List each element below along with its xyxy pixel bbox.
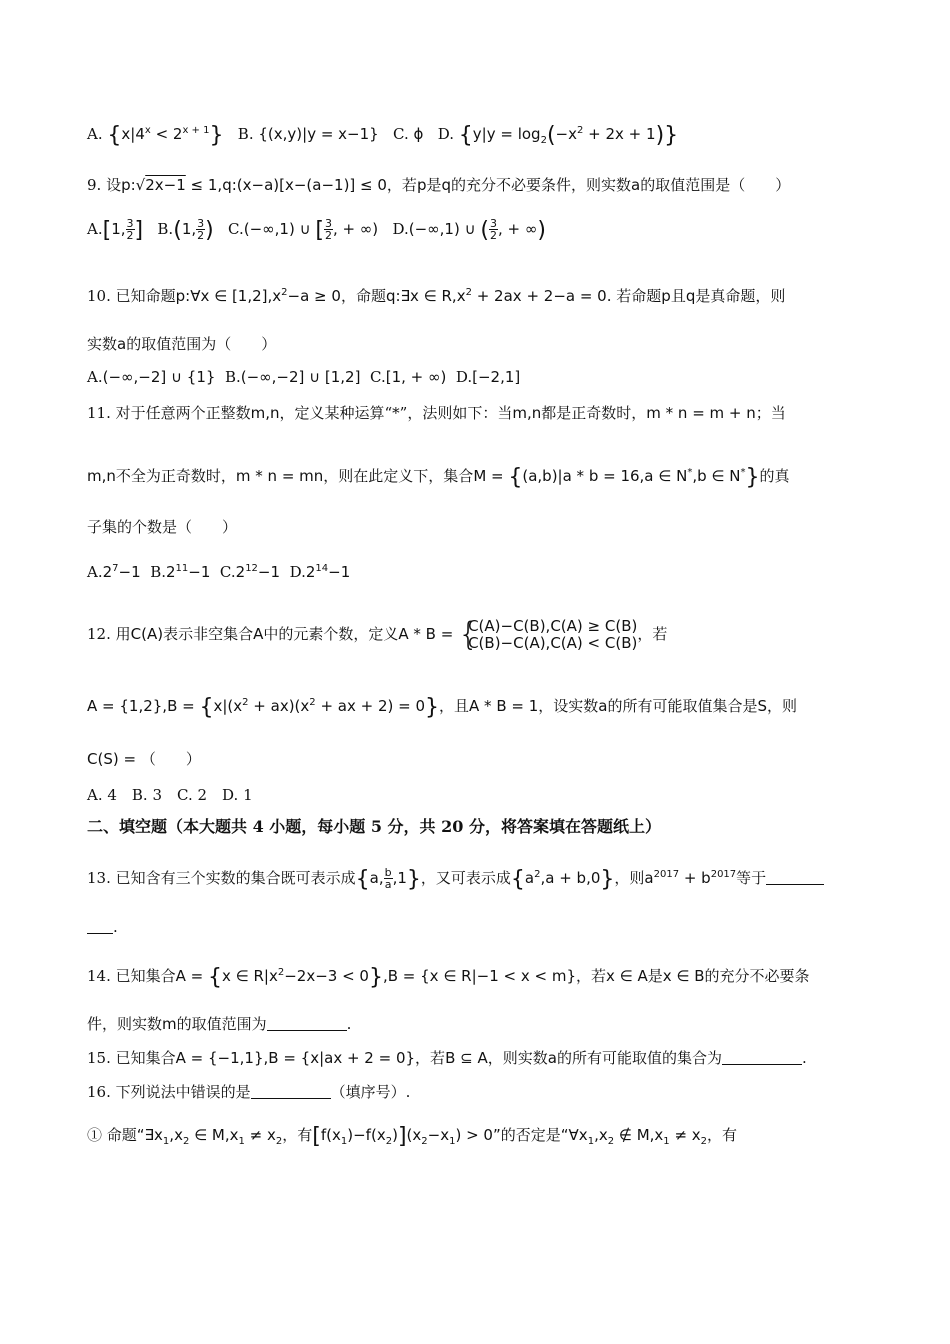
q10-line2b: 的取值范围为（ ） [126, 335, 277, 353]
q11-options: $A.2^7-1$ $B.2^{11}-1$ $C.2^{12}-1$ $D.2^{14}-1$ [87, 563, 351, 581]
q16-lead: 16. 下列说法中错误的是 [87, 1083, 251, 1101]
q9-mid: ，若 [386, 176, 417, 194]
q11-l2b: ，则在此定义下，集合 [323, 467, 474, 485]
question-16 [87, 1081, 877, 1103]
q11-lead: 11. 对于任意两个正整数 [87, 404, 251, 422]
question-10: 10. 已知命题p:∀x ∈ $[1,2],x^2-a \ge 0$，命题q:∃x ∈ $R,x^2 + 2ax + 2-a = 0$. 若命题p且q是真命题，则 [87, 287, 786, 305]
q14-lead: 14. 已知集合 [87, 967, 176, 985]
q15-p2: ，则实数 [487, 1049, 548, 1067]
question-12: 12. 用C(A)表示非空集合A中的元素个数，定义A * B = { C(A)−C(B),C(A) ≥ C(B) C(B)−C(A),C(A) < C(B)，若 [87, 615, 668, 653]
q14-p1: ，若 [575, 967, 606, 985]
q11-l2c: 的真 [759, 467, 790, 485]
option-d-label: D. [437, 125, 455, 143]
q12-p1: 表示非空集合 [163, 625, 254, 643]
q15-p3: 的所有可能取值的集合为 [556, 1049, 722, 1067]
q12-options [87, 784, 877, 806]
q12-l3: （ ） [140, 750, 201, 768]
q16-item1-lead: ① 命题 [87, 1126, 137, 1144]
q8-options: A. $\{x|4^x < 2^{x + 1}\}$ B. {(x,y)|y = x−1} C. ϕ D. $\{y|y = \log_2(-x^2 + 2x + 1)\}$ [87, 123, 679, 148]
q15-end: . [801, 1049, 807, 1067]
q14-end: . [346, 1015, 352, 1033]
q12-l2a: ，且 [439, 697, 470, 715]
q10-end: 是真命题，则 [695, 287, 786, 305]
q15-lead: 15. 已知集合 [87, 1049, 176, 1067]
option-a-label: A. [87, 125, 103, 143]
q11-l2a: 不全为正奇数时， [115, 467, 236, 485]
option-b-label: B. [237, 125, 254, 143]
q10-options: A.(−∞,−2] ∪ {1} B.(−∞,−2] ∪ [1,2] C.[1, + ∞) D.[−2,1] [87, 368, 521, 386]
q13-p2: ，则 [614, 869, 645, 887]
q14-p3: 的充分不必要条 [704, 967, 810, 985]
q13-end: . [113, 918, 118, 936]
answer-blank[interactable] [766, 870, 824, 885]
question-11-line3 [87, 516, 877, 538]
q12-options-text: A. 4 B. 3 C. 2 D. 1 [87, 786, 253, 804]
section-heading [87, 816, 877, 838]
answer-blank[interactable] [251, 1084, 331, 1099]
question-9: 9. 设p:√2x−1 ≤ 1,q:(x−a)[x−(a−1)] ≤ 0，若p是q的充分不必要条件，则实数a的取值范围是（ ） [87, 176, 791, 194]
question-14: 14. 已知集合A = {x ∈ $R|x^2-2x-3 < 0\},B = \{x$ ∈ R|−1 < x < m}，若x ∈ A是x ∈ B的充分不必要条 [87, 965, 810, 990]
answer-blank[interactable] [722, 1050, 802, 1065]
q16-item1-mid: ，有 [282, 1126, 313, 1144]
q16-item1-end: ，有 [707, 1126, 738, 1144]
q9-lead: 9. 设 [87, 176, 122, 194]
q14-p2: 是 [647, 967, 663, 985]
q12-l2b: ，设实数 [538, 697, 599, 715]
q12-lead: 12. 用 [87, 625, 131, 643]
q11-l3: 子集的个数是（ ） [87, 518, 238, 536]
q12-l2d: ，则 [767, 697, 798, 715]
q9-cond: 是 [426, 176, 442, 194]
q13-p1: ，又可表示成 [420, 869, 511, 887]
q16-end: （填序号）. [330, 1083, 411, 1101]
answer-blank[interactable] [267, 1016, 347, 1031]
q11-p3: ；当 [755, 404, 786, 422]
question-14-line2: 件，则实数m的取值范围为 . [87, 1015, 352, 1033]
q11-p2: 都是正奇数时， [541, 404, 647, 422]
q10-mid: ，命题 [340, 287, 386, 305]
q15-p1: ，若 [415, 1049, 446, 1067]
q12-l2c: 的所有可能取值集合是 [607, 697, 758, 715]
q14-l2a: 件，则实数 [87, 1015, 163, 1033]
question-10-line2: 实数a的取值范围为（ ） [87, 335, 277, 353]
q11-p1: ，定义某种运算“*”，法则如下：当 [279, 404, 513, 422]
answer-blank-continued[interactable] [87, 919, 113, 934]
q10-lead: 10. 已知命题 [87, 287, 176, 305]
q9-tail: 的充分不必要条件，则实数 [451, 176, 632, 194]
question-13-line2 [87, 916, 877, 938]
q13-lead: 13. 已知含有三个实数的集合既可表示成 [87, 869, 356, 887]
question-12-line3: C(S) = （ ） [87, 750, 201, 768]
q12-p3: ，若 [637, 625, 668, 643]
question-11-line2: m,n不全为正奇数时，m * n = mn，则在此定义下，集合M = {(a,b)|a * b = 16,a ∈ N*,b ∈ N*}的真 [87, 465, 790, 490]
question-13: 13. 已知含有三个实数的集合既可表示成{a, $\frac{b}{a}$ ,1}，又可表示成$\{a^2,a + b,0\}$，则$a^{2017} + b^{2017}$等于 [87, 864, 877, 891]
q10-and: 且 [670, 287, 686, 305]
q10-line2a: 实数 [87, 335, 118, 353]
q14-l2b: 的取值范围为 [176, 1015, 267, 1033]
q9-end: 的取值范围是（ ） [640, 176, 791, 194]
section-title: 二、填空题（本大题共 4 小题，每小题 5 分，共 20 分，将答案填在答题纸上） [87, 817, 661, 836]
q12-p2: 中的元素个数，定义 [263, 625, 399, 643]
q13-p3: 等于 [736, 869, 767, 887]
question-11: 11. 对于任意两个正整数m,n，定义某种运算“*”，法则如下：当m,n都是正奇数时，m * n = m + n；当 [87, 404, 786, 422]
q16-item-1: ① 命题“$\exists x_1,x_2$ ∈ $M,x_1 \ne x_2$，有$[f(x_1)-f(x_2)](x_2-x_1) > 0$”的否定是“$\forall x_1,x_2$ ∉ $M,x_1 \ne x_2$，有 [87, 1124, 738, 1149]
option-c-label: C. [393, 125, 409, 143]
q9-options: A.[1, $\frac{3}{2}$ ] B.(1, $\frac{3}{2}$ ) C.(−∞,1) ∪ [ $\frac{3}{2}$ , + ∞) D.(−∞,1) ∪ ( $\frac{3}{2}$ , + ∞) [87, 217, 546, 243]
q10-mid2: . 若命题 [606, 287, 662, 305]
q16-item1-neg: 的否定是 [500, 1126, 561, 1144]
question-15: 15. 已知集合A = {−1,1},B = {x|ax + 2 = 0}，若B ⊆ A，则实数a的所有可能取值的集合为 . [87, 1049, 807, 1067]
question-12-line2: $A = \{1,2\},B = \{x|(x^2 + ax)(x^2$ + ax + 2) = 0}，且A * B = 1，设实数a的所有可能取值集合是S，则 [87, 695, 798, 720]
